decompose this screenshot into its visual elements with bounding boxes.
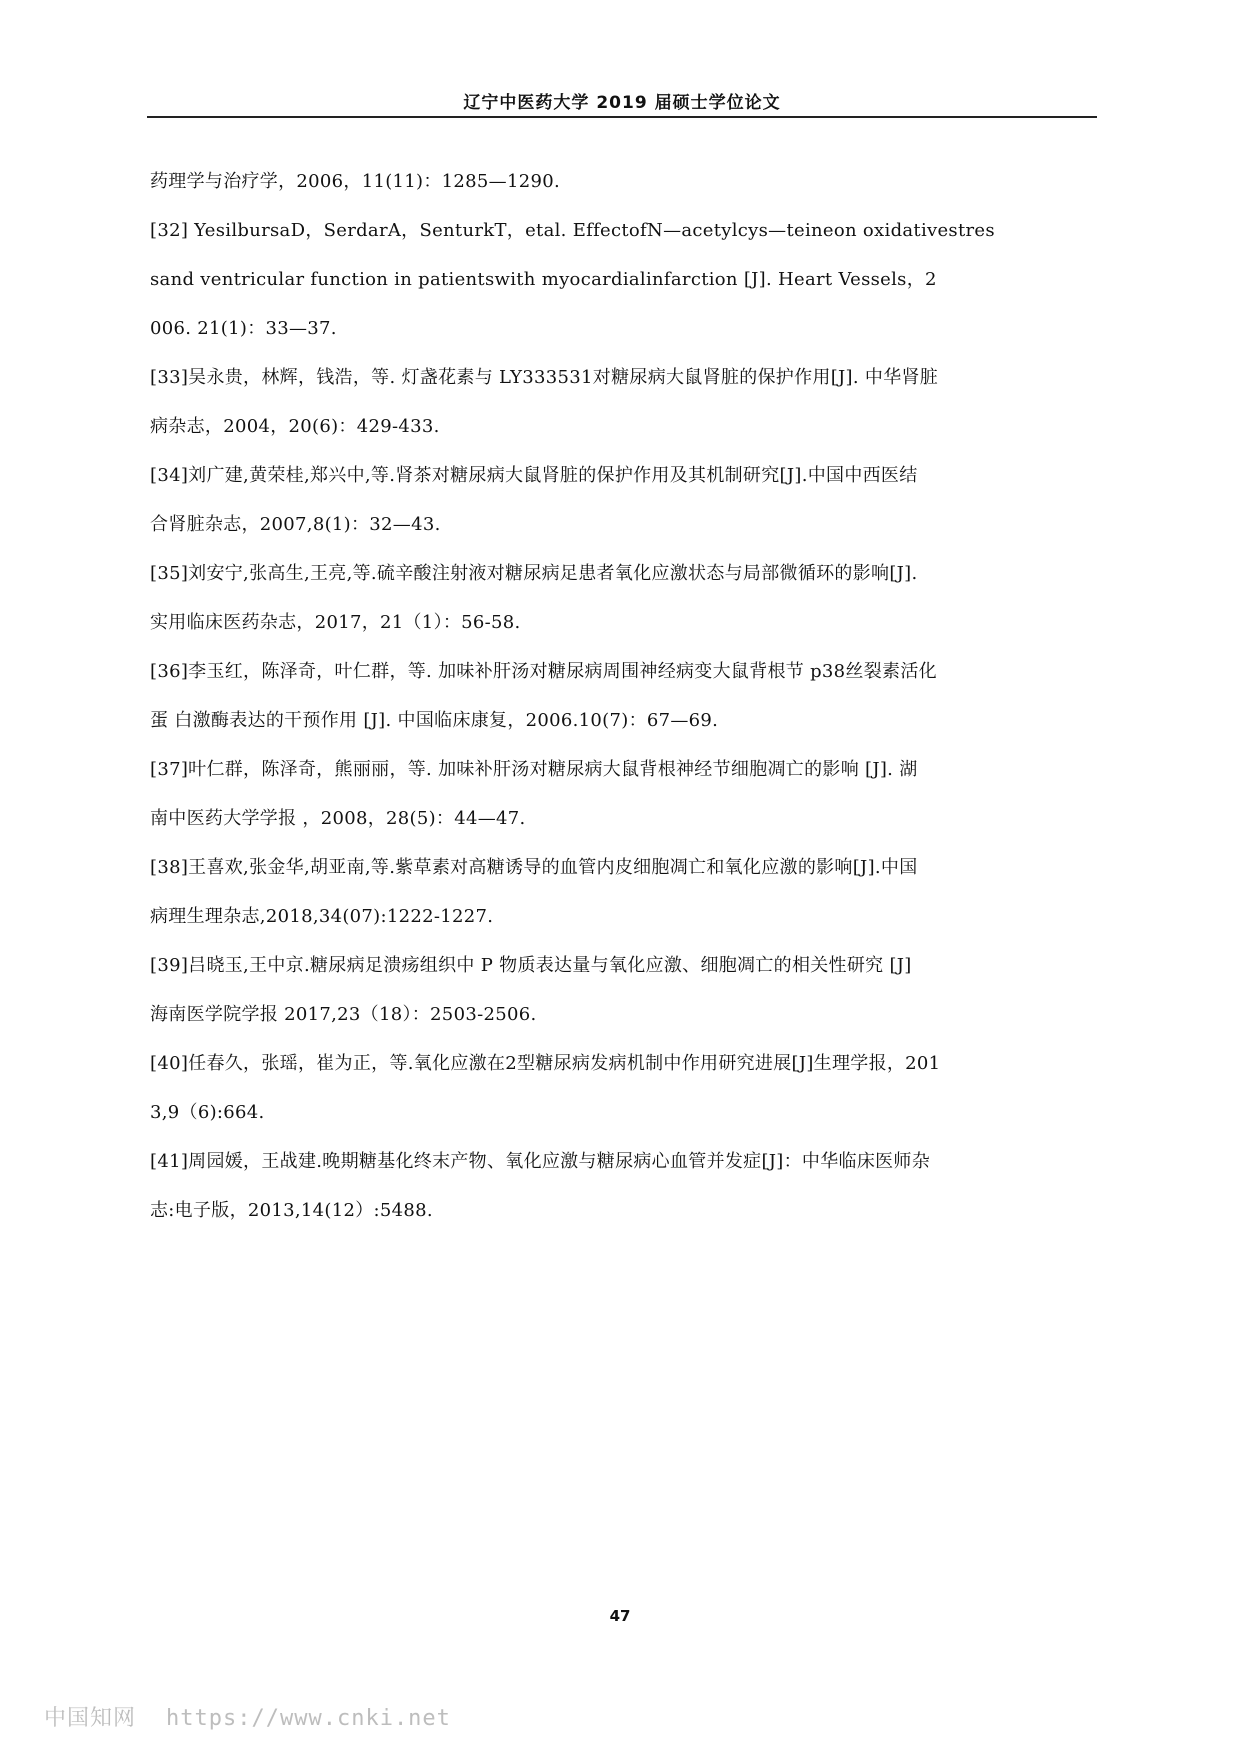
header-divider	[147, 116, 1097, 118]
cnki-watermark	[44, 1701, 451, 1732]
reference-line: [35]刘安宁,张高生,王亮,等.硫辛酸注射液对糖尿病足患者氧化应激状态与局部微循环的影响[J].	[150, 563, 918, 584]
reference-line: 蛋 白激酶表达的干预作用 [J]. 中国临床康复，2006.10(7)：67—69.	[150, 710, 719, 731]
watermark-url: https://www.cnki.net	[166, 1706, 451, 1731]
reference-line: 药理学与治疗学，2006，11(11)：1285—1290.	[150, 171, 560, 192]
reference-line: [34]刘广建,黄荣桂,郑兴中,等.肾茶对糖尿病大鼠肾脏的保护作用及其机制研究[J].中国中西医结	[150, 465, 918, 486]
watermark-brand: 中国知网	[44, 1706, 137, 1731]
reference-line: 海南医学院学报 2017,23（18）：2503-2506.	[150, 1004, 537, 1025]
reference-line: [32] YesilbursaD，SerdarA，SenturkT，etal. EffectofN—acetylcys—teineon oxidativestres	[150, 220, 995, 241]
reference-line: [41]周园媛，王战建.晚期糖基化终末产物、氧化应激与糖尿病心血管并发症[J]：中华临床医师杂	[150, 1151, 931, 1172]
reference-line: [38]王喜欢,张金华,胡亚南,等.紫草素对高糖诱导的血管内皮细胞凋亡和氧化应激的影响[J].中国	[150, 857, 918, 878]
reference-line: 病理生理杂志,2018,34(07):1222-1227.	[150, 906, 494, 927]
thesis-header-title: 辽宁中医药大学 2019 届硕士学位论文	[463, 93, 781, 113]
reference-line: [33]吴永贵，林辉，钱浩，等. 灯盏花素与 LY333531对糖尿病大鼠肾脏的保护作用[J]. 中华肾脏	[150, 367, 939, 388]
reference-line: 南中医药大学学报 ，2008，28(5)：44—47.	[150, 808, 526, 829]
reference-line: 006. 21(1)：33—37.	[150, 318, 337, 339]
reference-line: sand ventricular function in patientswith myocardialinfarction [J]. Heart Vessels，2	[150, 269, 937, 290]
reference-line: 实用临床医药杂志，2017，21（1）：56-58.	[150, 612, 521, 633]
reference-line: 志:电子版，2013,14(12）:5488.	[150, 1200, 433, 1221]
reference-line: 3,9（6):664.	[150, 1102, 265, 1123]
reference-line: [39]吕晓玉,王中京.糖尿病足溃疡组织中 P 物质表达量与氧化应激、细胞凋亡的相关性研究 [J]	[150, 955, 912, 976]
reference-line: [36]李玉红，陈泽奇，叶仁群，等. 加味补肝汤对糖尿病周围神经病变大鼠背根节 p38丝裂素活化	[150, 661, 937, 682]
reference-list	[150, 157, 1098, 1235]
page-number: 47	[609, 1607, 631, 1625]
reference-line: [40]任春久，张瑶，崔为正，等.氧化应激在2型糖尿病发病机制中作用研究进展[J]生理学报，201	[150, 1053, 941, 1074]
reference-line: 病杂志，2004，20(6)：429-433.	[150, 416, 440, 437]
reference-line: [37]叶仁群，陈泽奇，熊丽丽，等. 加味补肝汤对糖尿病大鼠背根神经节细胞凋亡的影响 [J]. 湖	[150, 759, 918, 780]
reference-line: 合肾脏杂志，2007,8(1)：32—43.	[150, 514, 441, 535]
